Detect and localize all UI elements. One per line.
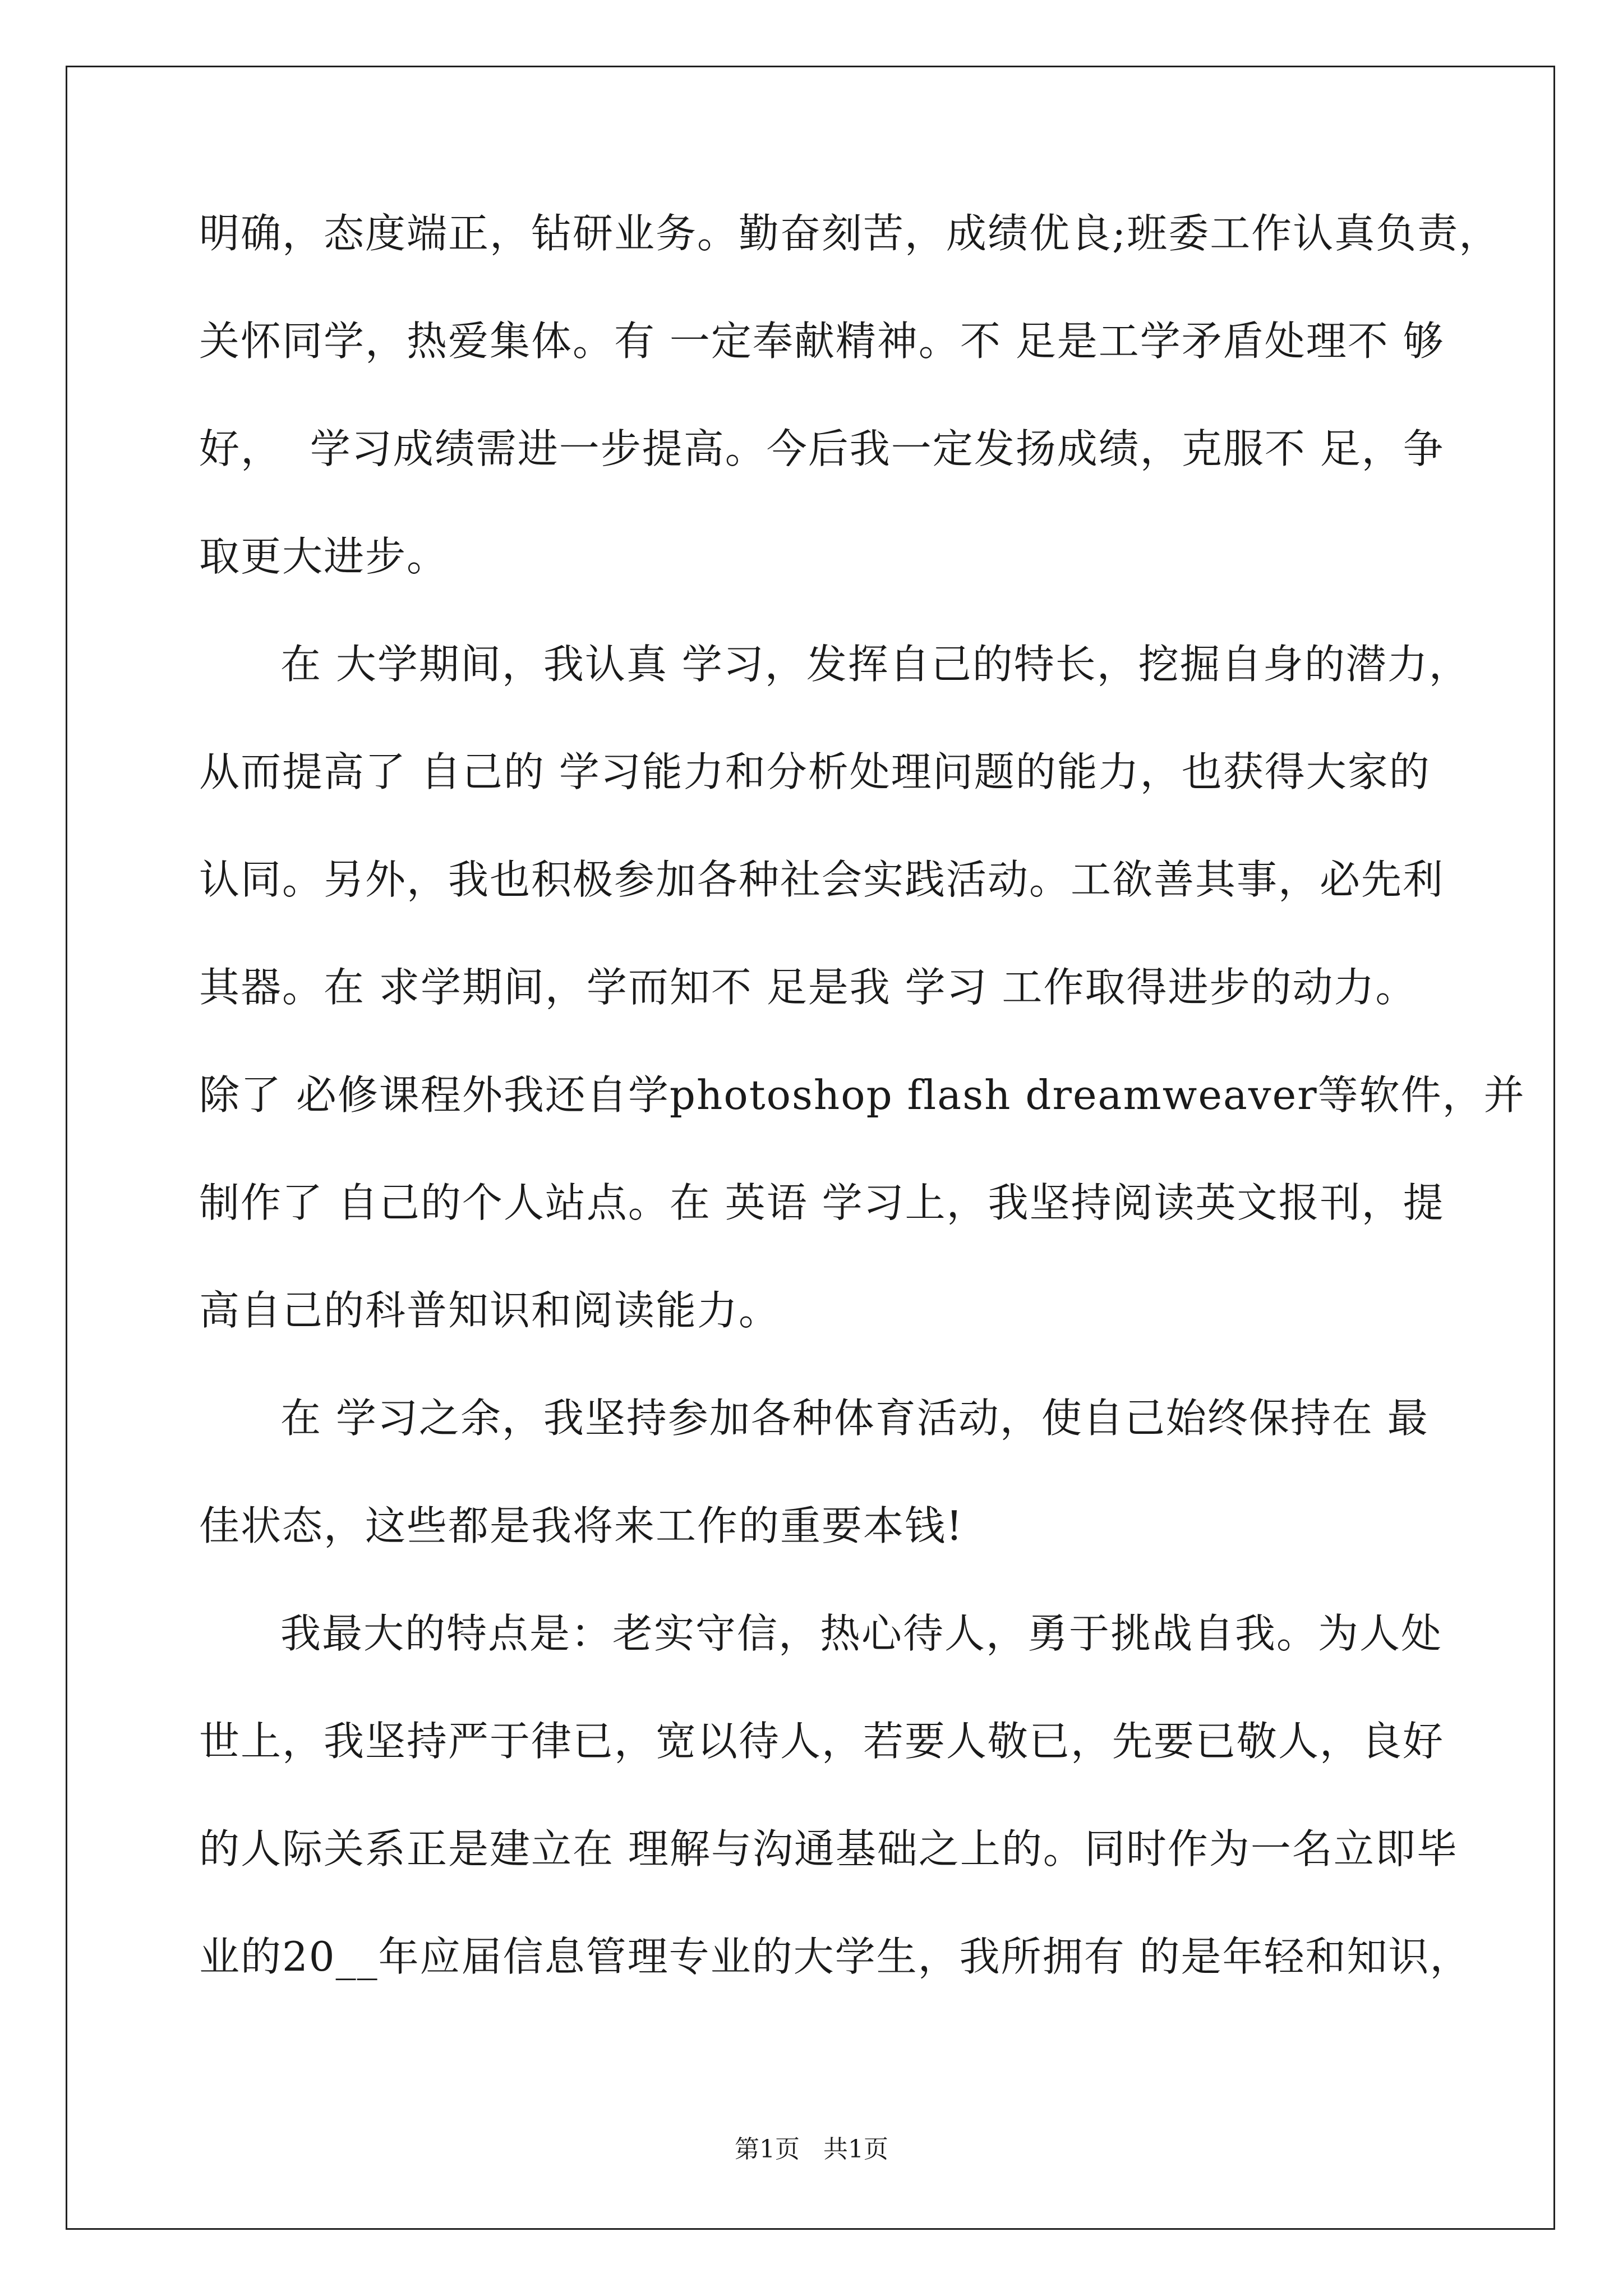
text-line: 认同。另外，我也积极参加各种社会实践活动。工欲善其事，必先利 bbox=[199, 856, 1445, 903]
paragraph-3 bbox=[199, 1395, 1429, 1613]
text-line: 其器。在 求学期间，学而知不 足是我 学习 工作取得进步的动力。 bbox=[199, 964, 1417, 1011]
text-line: 制作了 自己的个人站点。在 英语 学习上，我坚持阅读英文报刊，提 bbox=[199, 1179, 1445, 1226]
text-line: 明确，态度端正，钻研业务。勤奋刻苦，成绩优良;班委工作认真负责， bbox=[199, 210, 1501, 257]
text-line: 在 大学期间，我认真 学习，发挥自己的特长，挖掘自身的潜力， bbox=[280, 641, 1470, 688]
document-body bbox=[199, 210, 1525, 2044]
text-line: 除了 必修课程外我还自学photoshop flash dreamweaver等软件，并 bbox=[199, 1071, 1525, 1119]
paragraph-1 bbox=[199, 210, 1501, 644]
text-line: 我最大的特点是：老实守信，热心待人，勇于挑战自我。为人处 bbox=[280, 1610, 1443, 1657]
text-line: 从而提高了 自己的 学习能力和分析处理问题的能力，也获得大家的 bbox=[199, 748, 1431, 795]
text-line: 业的20__年应届信息管理专业的大学生，我所拥有 的是年轻和知识， bbox=[199, 1933, 1472, 1980]
text-line: 的人际关系正是建立在 理解与沟通基础之上的。同时作为一名立即毕 bbox=[199, 1825, 1458, 1872]
text-line: 高自己的科普知识和阅读能力。 bbox=[199, 1287, 781, 1334]
paragraph-4 bbox=[199, 1610, 1472, 2044]
page-footer: 第1页 共1页 bbox=[735, 2135, 888, 2164]
text-line: 在 学习之余，我坚持参加各种体育活动，使自己始终保持在 最 bbox=[280, 1395, 1429, 1442]
text-line: 好， 学习成绩需进一步提高。今后我一定发扬成绩，克服不 足，争 bbox=[199, 425, 1445, 472]
paragraph-2 bbox=[199, 641, 1525, 1398]
text-line: 取更大进步。 bbox=[199, 533, 449, 580]
text-line: 关怀同学，热爱集体。有 一定奉献精神。不 足是工学矛盾处理不 够 bbox=[199, 318, 1445, 365]
text-line: 世上，我坚持严于律已，宽以待人，若要人敬已，先要已敬人，良好 bbox=[199, 1718, 1445, 1765]
text-line: 佳状态，这些都是我将来工作的重要本钱! bbox=[199, 1502, 963, 1549]
